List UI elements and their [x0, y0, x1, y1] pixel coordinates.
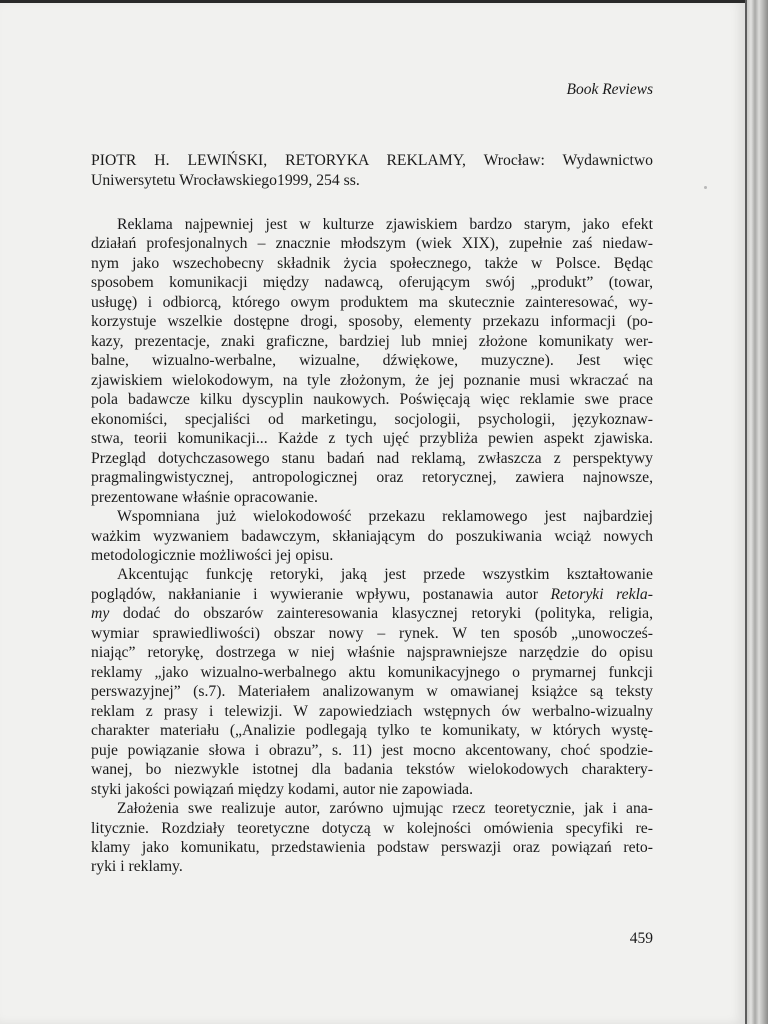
text-line: zjawiskiem wielokodowym, na tyle złożonym, że jej poznanie musi wkraczać na — [91, 371, 653, 389]
book-page-edges — [747, 0, 768, 1024]
page-top-edge — [0, 0, 745, 3]
text-line: reklamy „jako wizualno-werbalnego aktu komunikacyjnego o prymarnej funkcji — [91, 663, 653, 681]
text-line: ryki i reklamy. — [91, 858, 183, 876]
text-line: ważkim wyzwaniem badawczym, skłaniającym do poszukiwania wciąż nowych — [91, 527, 653, 545]
text-line: puje powiązanie słowa i obrazu”, s. 11) jest mocno akcentowany, choć spodzie- — [91, 741, 653, 759]
text-line: usługę) i odbiorcą, którego owym produktem ma skutecznie zainteresować, wy- — [91, 293, 653, 311]
running-header: Book Reviews — [566, 81, 653, 98]
text-line: prezentowane właśnie opracowanie. — [91, 488, 318, 506]
page-number: 459 — [629, 930, 653, 947]
text-line — [91, 585, 653, 604]
text-line: sposobem komunikacji między nadawcą, oferującym swój „produkt” (towar, — [91, 274, 653, 292]
text-line: charakter materiału („Analizie podlegają tylko te komunikaty, w których wystę- — [91, 722, 653, 740]
text-line: reklam z prasy i telewizji. W zapowiedziach wstępnych ów werbalno-wizualny — [91, 702, 653, 720]
scan-speck — [704, 186, 707, 189]
text-line: wanej, bo niezwykle istotnej dla badania tekstów wielokodowych charaktery- — [91, 761, 653, 779]
book-title-italic: Retoryki rekla- — [550, 585, 653, 603]
text-line: Reklama najpewniej jest w kulturze zjawiskiem bardzo starym, jako efekt — [117, 216, 653, 233]
review-citation — [91, 151, 653, 190]
text-line: działań profesjonalnych – znacznie młodszym (wiek XIX), zupełnie zaś niedaw- — [91, 235, 653, 253]
text-line: stwa, teorii komunikacji... Każde z tych ujęć przybliża pewien aspekt zjawiska. — [91, 430, 653, 448]
text-line: Wspomniana już wielokodowość przekazu reklamowego jest najbardziej — [117, 508, 653, 526]
text-line: pragmalingwistycznej, antropologicznej oraz retorycznej, zawiera najnowsze, — [91, 469, 653, 487]
book-title-italic: my — [91, 605, 110, 623]
citation-line: PIOTR H. LEWIŃSKI, RETORYKA REKLAMY, Wrocław: Wydawnictwo — [91, 152, 653, 169]
text-line: pola badawcze kilku dyscyplin naukowych. Poświęcają więc reklamie swe prace — [91, 391, 653, 409]
review-body — [91, 215, 653, 877]
text-line: Założenia swe realizuje autor, zarówno ujmując rzecz teoretycznie, jak i ana- — [117, 800, 653, 818]
text-line: metodologicznie możliwości jej opisu. — [91, 546, 334, 564]
text-line: Akcentując funkcję retoryki, jaką jest przede wszystkim kształtowanie — [117, 566, 653, 584]
text-line: ekonomiści, specjaliści od marketingu, socjologii, psychologii, językoznaw- — [91, 410, 653, 428]
text-line: perswazyjnej” (s.7). Materiałem analizowanym w omawianej książce są teksty — [91, 683, 653, 701]
text-line: balne, wizualno-werbalne, wizualne, dźwiękowe, muzyczne). Jest więc — [91, 352, 653, 370]
text-line: litycznie. Rozdziały teoretyczne dotyczą w kolejności omówienia specyfiki re- — [91, 819, 653, 837]
text-line: Przegląd dotychczasowego stanu badań nad reklamą, zwłaszcza z perspektywy — [91, 449, 653, 467]
text-line — [91, 604, 653, 623]
text-line: kazy, prezentacje, znaki graficzne, bardziej lub mniej złożone komunikaty wer- — [91, 332, 653, 350]
text-line: wymiar sprawiedliwości) obszar nowy – rynek. W ten sposób „unowocześ- — [91, 624, 653, 642]
citation-line: Uniwersytetu Wrocławskiego1999, 254 ss. — [91, 171, 360, 189]
text-line: klamy jako komunikatu, przedstawienia podstaw perswazji oraz powiązań reto- — [91, 839, 653, 856]
text-line: korzystuje wszelkie dostępne drogi, sposoby, elementy przekazu informacji (po- — [91, 313, 653, 331]
text-segment: dodać do obszarów zainteresowania klasycznej retoryki (polityka, religia, — [122, 605, 653, 623]
text-line: nym jako wszechobecny składnik życia społecznego, także w Polsce. Będąc — [91, 254, 653, 272]
text-segment: poglądów, nakłanianie i wywieranie wpływu, postanawia autor — [91, 585, 538, 603]
text-line: styki jakości powiązań między kodami, autor nie zapowiada. — [91, 780, 474, 798]
text-line: niając” retorykę, dostrzega w niej właśnie najsprawniejsze narzędzie do opisu — [91, 644, 653, 662]
